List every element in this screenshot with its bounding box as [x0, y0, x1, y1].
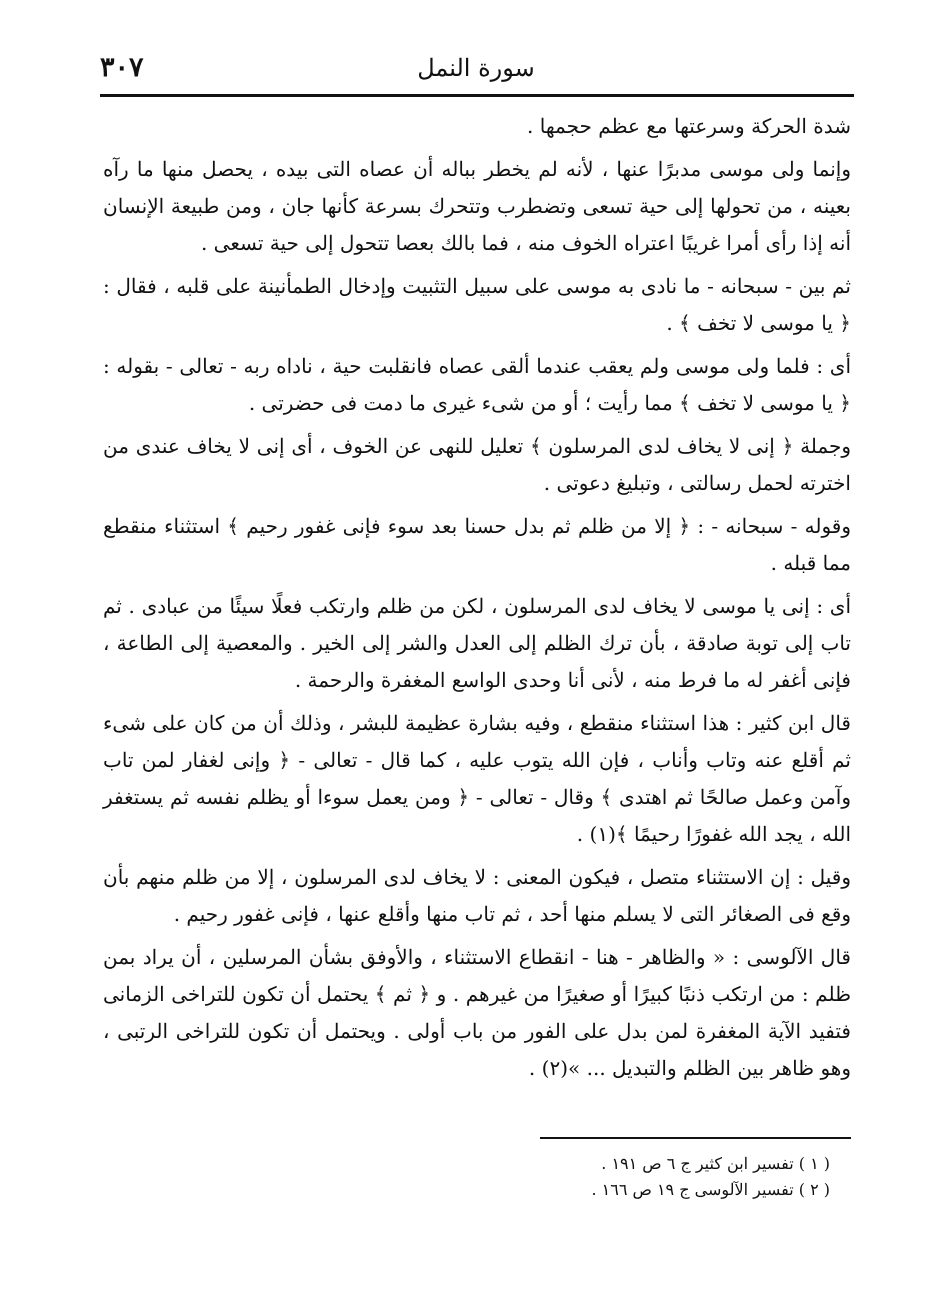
footnote-1: ( ١ ) تفسير ابن كثير ج ٦ ص ١٩١ . [601, 1154, 830, 1173]
paragraph: وقوله - سبحانه - : ﴿ إلا من ظلم ثم بدل حسنا بعد سوء فإنى غفور رحيم ﴾ استثناء منقطع مما قبله . [103, 514, 851, 575]
header-rule [100, 94, 854, 97]
paragraph: قال الآلوسى : « والظاهر - هنا - انقطاع الاستثناء ، والأوفق بشأن المرسلين ، أن يراد بمن ظلم : من ارتكب ذنبًا كبيرًا أو صغيرًا من غيرهم . و ﴿ ثم ﴾ يحتمل أن تكون للتراخى الزمانى فتفيد الآية المغفرة لمن بدل على الفور من باب أولى . ويحتمل أن تكون للتراخى الرتبى ، وهو ظاهر بين الظلم والتبديل ... »(٢) . [103, 945, 851, 1080]
page-header [100, 52, 852, 92]
paragraph: أى : إنى يا موسى لا يخاف لدى المرسلون ، لكن من ظلم وارتكب فعلًا سيئًا من عبادى . ثم تاب إلى توبة صادقة ، بأن ترك الظلم إلى العدل والشر إلى الخير . والمعصية إلى الطاعة ، فإنى أغفر له ما فرط منه ، لأنى أنا وحدى الواسع المغفرة والرحمة . [103, 594, 851, 692]
paragraph: أى : فلما ولى موسى ولم يعقب عندما ألقى عصاه فانقلبت حية ، ناداه ربه - تعالى - بقوله : ﴿ يا موسى لا تخف ﴾ مما رأيت ؛ أو من شىء غيرى ما دمت فى حضرتى . [103, 354, 851, 415]
paragraph: وإنما ولى موسى مدبرًا عنها ، لأنه لم يخطر بباله أن عصاه التى بيده ، يحصل منها ما رآه بعينه ، من تحولها إلى حية تسعى وتضطرب وتتحرك بسرعة كأنها جان ، ومن طبيعة الإنسان أنه إذا رأى أمرا غريبًا اعتراه الخوف منه ، فما بالك بعصا تتحول إلى حية تسعى . [103, 157, 851, 255]
paragraph: قال ابن كثير : هذا استثناء منقطع ، وفيه بشارة عظيمة للبشر ، وذلك أن من كان على شىء ثم أقلع عنه وتاب وأناب ، فإن الله يتوب عليه ، كما قال - تعالى - ﴿ وإنى لغفار لمن تاب وآمن وعمل صالحًا ثم اهتدى ﴾ وقال - تعالى - ﴿ ومن يعمل سوءا أو يظلم نفسه ثم يستغفر الله ، يجد الله غفورًا رحيمًا ﴾(١) . [103, 711, 851, 846]
paragraph: شدة الحركة وسرعتها مع عظم حجمها . [527, 114, 851, 138]
paragraph: وقيل : إن الاستثناء متصل ، فيكون المعنى : لا يخاف لدى المرسلون ، إلا من ظلم منهم بأن وقع فى الصغائر التى لا يسلم منها أحد ، ثم تاب منها وأقلع عنها ، فإنى غفور رحيم . [103, 865, 851, 926]
body-text [103, 108, 851, 1093]
footnote-rule [540, 1137, 851, 1139]
running-title: سورة النمل [417, 54, 535, 82]
page-number: ٣٠٧ [100, 52, 144, 83]
paragraph: وجملة ﴿ إنى لا يخاف لدى المرسلون ﴾ تعليل للنهى عن الخوف ، أى إنى لا يخاف عندى من اخترته لحمل رسالتى ، وتبليغ دعوتى . [103, 434, 852, 495]
footnote-2: ( ٢ ) تفسير الآلوسى ج ١٩ ص ١٦٦ . [591, 1180, 830, 1199]
footnotes [400, 1151, 830, 1203]
paragraph: ثم بين - سبحانه - ما نادى به موسى على سبيل التثبيت وإدخال الطمأنينة على قلبه ، فقال : ﴿ يا موسى لا تخف ﴾ . [103, 274, 851, 335]
